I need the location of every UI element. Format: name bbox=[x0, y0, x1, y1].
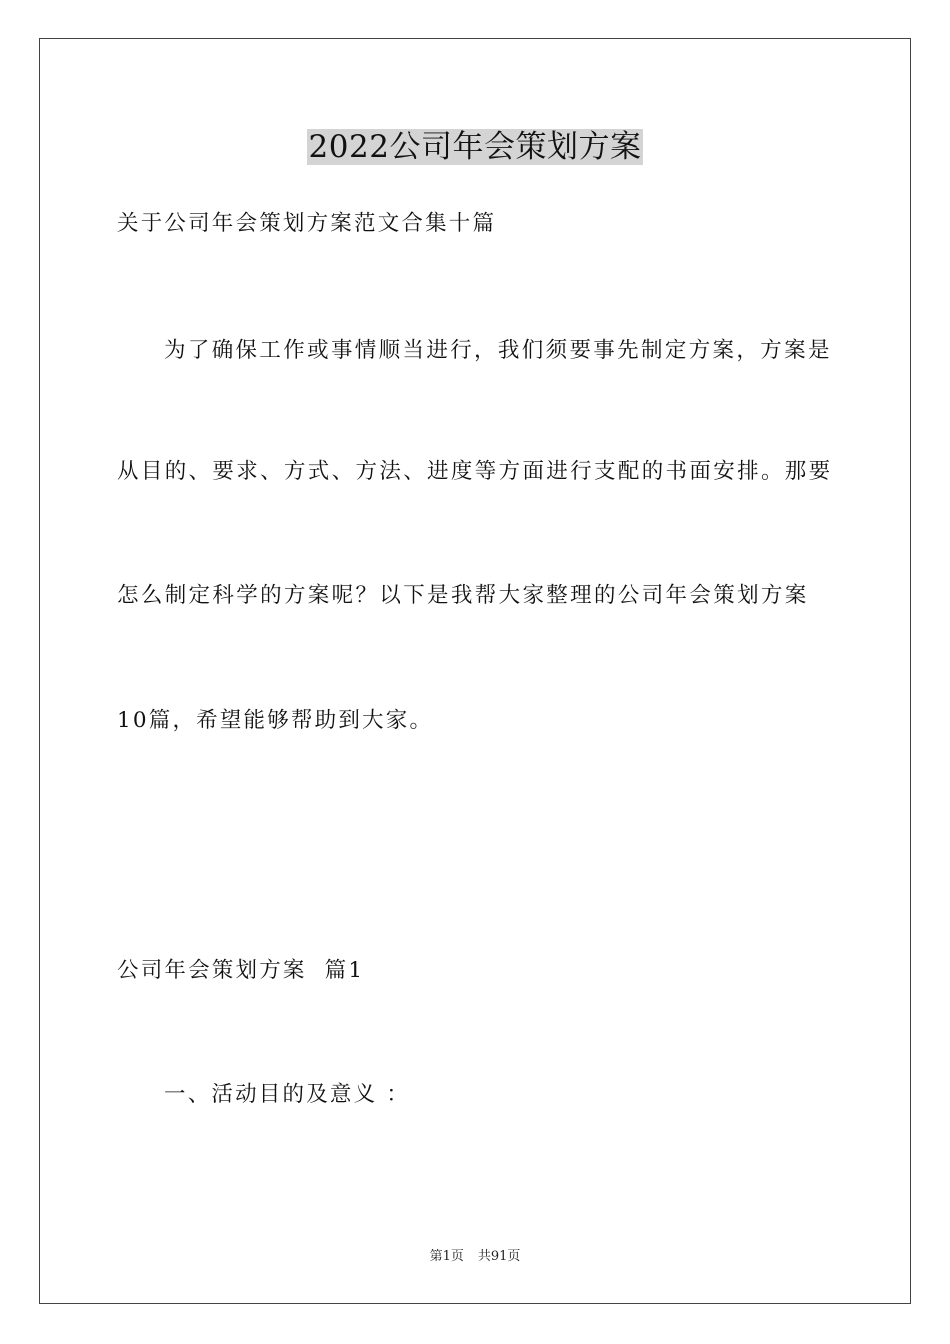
intro-line-3: 怎么制定科学的方案呢？以下是我帮大家整理的公司年会策划方案 bbox=[117, 583, 809, 608]
page-total: 共91页 bbox=[477, 1249, 521, 1264]
intro-line-2: 从目的、要求、方式、方法、进度等方面进行支配的书面安排。那要 bbox=[117, 459, 833, 484]
subsection-heading: 一、活动目的及意义 ： bbox=[164, 1082, 411, 1107]
section-heading: 公司年会策划方案 篇1 bbox=[117, 958, 365, 983]
page-footer bbox=[0, 1248, 950, 1266]
document-title bbox=[0, 127, 950, 167]
document-title-text: 2022公司年会策划方案 bbox=[308, 129, 642, 165]
document-subtitle: 关于公司年会策划方案范文合集十篇 bbox=[117, 211, 497, 236]
page-number: 第1页 bbox=[429, 1249, 464, 1264]
intro-line-4: 10篇，希望能够帮助到大家。 bbox=[117, 708, 434, 733]
intro-line-1: 为了确保工作或事情顺当进行，我们须要事先制定方案，方案是 bbox=[164, 338, 832, 363]
